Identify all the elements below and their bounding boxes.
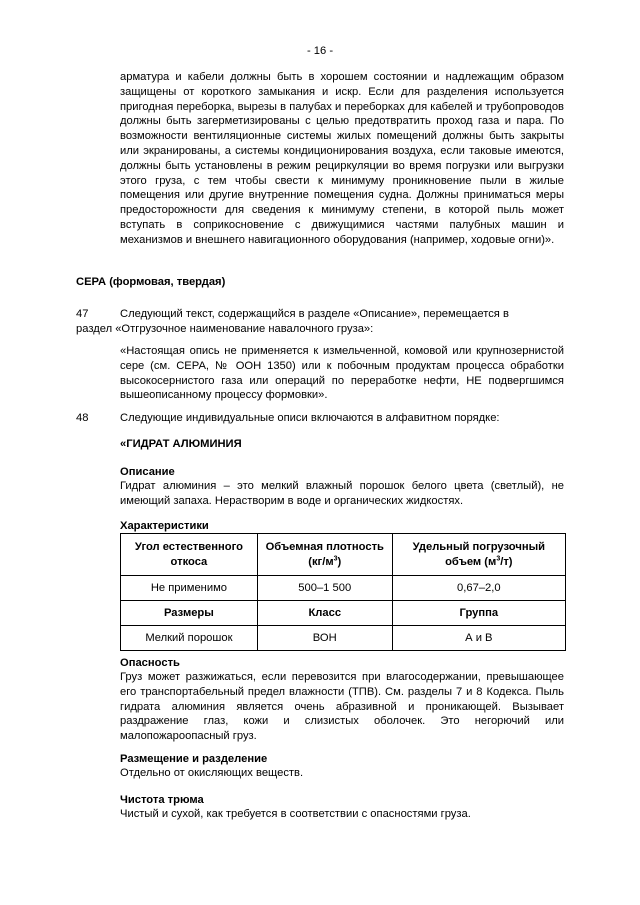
entry-title: «ГИДРАТ АЛЮМИНИЯ	[120, 438, 242, 450]
stowage-heading: Размещение и разделение	[120, 753, 268, 765]
paragraph-number-48: 48	[76, 412, 89, 424]
header-bulk-density: Объемная плотность $(кг/м^3)$	[257, 534, 392, 576]
quote-paragraph: «Настоящая опись не применяется к измельченной, комовой или крупнозернистой сере (см. СЕРА, № ООН 1350) или к побочным продуктам процесса обработки высокосернистого газа или операций по переработке нефти, НЕ подвергшимся вышеописанному процессу формовки».	[120, 345, 564, 402]
value-size: Мелкий порошок	[121, 626, 258, 651]
page-number: - 16 -	[306, 45, 334, 57]
header-angle-of-repose: Угол естественного откоса	[121, 534, 258, 576]
hazard-text: Груз может разжижаться, если перевозится при влагосодержании, превышающее его транспортабельный предел влажности (ТПВ). См. разделы 7 и 8 Кодекса. Пыль гидрата алюминия является очень абразивной и проникающей. Вызывает раздражение глаз, кожи и слизистых оболочек. Это негорючий или малопожароопасный груз.	[120, 671, 564, 743]
table-row	[121, 601, 566, 626]
header-size: Размеры	[121, 601, 258, 626]
table-row	[121, 576, 566, 601]
paragraph-number-47: 47	[76, 308, 89, 320]
header-stowage-factor: Удельный погрузочный объем $(м^3/т)$	[392, 534, 565, 576]
hold-cleanliness-heading: Чистота трюма	[120, 794, 204, 806]
description-text: Гидрат алюминия – это мелкий влажный порошок белого цвета (светлый), не имеющий запаха. Нерастворим в воде и органических жидкостях.	[120, 480, 564, 507]
description-heading: Описание	[120, 466, 175, 478]
table-row	[121, 534, 566, 576]
paragraph-47-continuation: раздел «Отгрузочное наименование навалочного груза»:	[76, 323, 374, 335]
characteristics-table	[120, 533, 566, 651]
header-class: Класс	[257, 601, 392, 626]
table-row	[121, 626, 566, 651]
value-angle-of-repose: Не применимо	[121, 576, 258, 601]
value-stowage-factor: 0,67–2,0	[392, 576, 565, 601]
value-bulk-density: 500–1 500	[257, 576, 392, 601]
paragraph-47-text: Следующий текст, содержащийся в разделе «Описание», перемещается в	[120, 308, 509, 320]
hazard-heading: Опасность	[120, 657, 180, 669]
stowage-text: Отдельно от окисляющих веществ.	[120, 767, 304, 779]
paragraph-48-text: Следующие индивидуальные описи включаются в алфавитном порядке:	[120, 412, 500, 424]
header-group: Группа	[392, 601, 565, 626]
value-class: ВОН	[257, 626, 392, 651]
section-heading: СЕРА (формовая, твердая)	[76, 276, 226, 288]
value-group: А и В	[392, 626, 565, 651]
characteristics-heading: Характеристики	[120, 520, 209, 532]
intro-paragraph: арматура и кабели должны быть в хорошем состоянии и надлежащим образом защищены от короткого замыкания и искр. Если для разделения используется пригодная переборка, вырезы в палубах и переборках для кабелей и трубопроводов должны быть загерметизированы с целью предотвратить проход газа и пара. По возможности вентиляционные системы жилых помещений должны быть закрыты или экранированы, а системы кондиционирования воздуха, если таковые имеются, должны быть установлены в режим рециркуляции во время погрузки или выгрузки этого груза, с тем чтобы свести к минимуму проникновение пыли в жилые помещения или другие внутренние помещения судна. Должны приниматься меры предосторожности для сведения к минимуму степени, в которой пыль может вступать в соприкосновение с движущимися частями палубных машин и механизмов и внешнего навигационного оборудования (например, ходовые огни)».	[120, 71, 564, 246]
hold-cleanliness-text: Чистый и сухой, как требуется в соответствии с опасностями груза.	[120, 808, 471, 820]
